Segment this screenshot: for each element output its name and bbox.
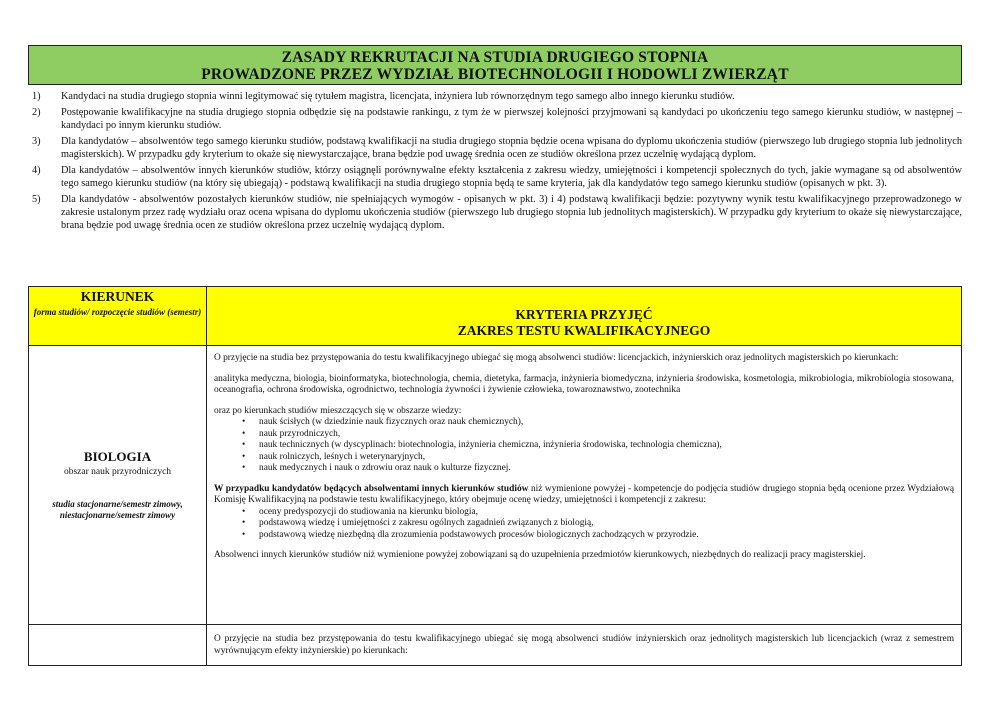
list-item: • podstawową wiedzę niezbędną dla zrozumienia podstawowych procesów biologicznych zachodzących w przyrodzie. <box>259 530 954 542</box>
criteria-paragraph: Absolwenci innych kierunków studiów niż wymienione powyżej zobowiązani są do uzupełnienia przedmiotów kierunkowych, niezbędnych do realizacji pracy magisterskiej. <box>214 550 866 560</box>
list-item: • nauk rolniczych, leśnych i weterynaryjnych, <box>259 452 954 464</box>
intro-item <box>28 164 962 190</box>
header-left-cell <box>29 287 206 318</box>
intro-item-number: 3) <box>32 136 41 147</box>
criteria-table <box>28 286 962 666</box>
list-item: • podstawową wiedzę i umiejętności z zakresu ogólnych zagadnień związanych z biologią, <box>259 518 954 530</box>
intro-list <box>28 90 962 235</box>
document-title-line1: ZASADY REKRUTACJI NA STUDIA DRUGIEGO STOPNIA <box>281 49 709 66</box>
study-mode: studia stacjonarne/semestr zimowy, niestacjonarne/semestr zimowy <box>52 499 183 520</box>
row-biologia-criteria <box>214 353 954 571</box>
intro-item-text: Kandydaci na studia drugiego stopnia winni legitymować się tytułem magistra, licencjata, inżyniera lub równorzędnym tego samego albo innego kierunku studiów. <box>61 91 735 102</box>
intro-item-number: 4) <box>32 165 41 176</box>
row-next-criteria <box>214 634 954 657</box>
intro-item <box>28 135 962 161</box>
intro-item <box>28 106 962 132</box>
criteria-paragraph: O przyjęcie na studia bez przystępowania do testu kwalifikacyjnego ubiegać się mogą absolwenci studiów: licencjackich, inżynierskich oraz jednolitych magisterskich po kierunkach: <box>214 353 899 363</box>
criteria-paragraph: oraz po kierunkach studiów mieszczących się w obszarze wiedzy: <box>214 405 462 416</box>
field-area: obszar nauk przyrodniczych <box>63 467 172 477</box>
intro-item <box>28 193 962 232</box>
document-title-line2: PROWADZONE PRZEZ WYDZIAŁ BIOTECHNOLOGII I HODOWLI ZWIERZĄT <box>201 66 789 83</box>
test-scope-list <box>214 507 954 542</box>
knowledge-area-list <box>214 417 954 475</box>
header-kierunek-subtitle: forma studiów/ rozpoczęcie studiów (semestr) <box>33 307 202 317</box>
field-name: BIOLOGIA <box>83 449 152 464</box>
list-item: • oceny predyspozycji do studiowania na kierunku biologia, <box>259 507 954 519</box>
criteria-fields-list: analityka medyczna, biologia, bioinformatyka, biotechnologia, chemia, dietetyka, farmacja, inżynieria biomedyczna, inżynieria środowiska, kosmetologia, mikrobiologia, mikrobiologia stosowana, oceanografia, ochrona środowiska, ogrodnictwo, technologia żywności i żywienie człowieka, towaroznawstwo, zootechnika <box>214 373 954 395</box>
header-right-cell <box>207 307 961 339</box>
intro-item-text: Dla kandydatów – absolwentów tego samego kierunku studiów, podstawą kwalifikacji na studia drugiego stopnia będzie ocena wpisana do dyplomu ukończenia studiów (pierwszego lub drugiego stopnia lub jednolitych magisterskich). W przypadku gdy kryterium to okaże się niewystarczające, brana będzie pod uwagę średnia ocen ze studiów określona przez uczelnię wydającą dyplom. <box>61 136 962 160</box>
criteria-paragraph: O przyjęcie na studia bez przystępowania do testu kwalifikacyjnego ubiegać się mogą absolwenci studiów inżynierskich oraz jednolitych magisterskich lub licencjackich (wraz z semestrem wyrównującym efekty inżynierskie) po kierunkach: <box>214 634 954 656</box>
table-header <box>29 287 961 346</box>
header-test-scope: ZAKRES TESTU KWALIFIKACYJNEGO <box>457 323 711 338</box>
row-divider <box>29 624 961 625</box>
intro-item-number: 5) <box>32 194 41 205</box>
header-criteria: KRYTERIA PRZYJĘĆ <box>515 307 653 322</box>
list-item: • nauk technicznych (w dyscyplinach: biotechnologia, inżynieria chemiczna, inżynieria środowiska, technologia chemiczna), <box>259 440 954 452</box>
document-title-box <box>28 45 962 85</box>
list-item: • nauk przyrodniczych, <box>259 429 954 441</box>
header-kierunek: KIERUNEK <box>80 289 155 304</box>
column-divider <box>206 287 207 666</box>
intro-item-number: 1) <box>32 91 41 102</box>
intro-item-text: Dla kandydatów - absolwentów pozostałych kierunków studiów, nie spełniających wymogów - opisanych w pkt. 3) i 4) podstawą kwalifikacji będzie: pozytywny wynik testu kwalifikacyjnego przeprowadzonego w zakresie ustalonym przez radę wydziału oraz ocena wpisana do dyplomu ukończenia studiów (pierwszego lub drugiego stopnia lub jednolitych magisterskich). W przypadku gdy kryterium to okaże się niewystarczające, brana będzie pod uwagę średnia ocen ze studiów określona przez uczelnię wydającą dyplom. <box>61 194 962 231</box>
criteria-paragraph <box>214 484 954 507</box>
intro-item-text: Dla kandydatów – absolwentów innych kierunków studiów, którzy osiągnęli porównywalne efekty kształcenia z zakresu wiedzy, umiejętności i kompetencji społecznych do tych, jakie wymagane są od absolwentów tego samego kierunku studiów (na który się ubiegają) - podstawą kwalifikacji na studia drugiego stopnia będą te same kryteria, jak dla kandydatów tego samego kierunku studiów (opisanych w pkt. 3). <box>61 165 962 189</box>
row-biologia-left <box>29 449 206 521</box>
list-item: • nauk ścisłych (w dziedzinie nauk fizycznych oraz nauk chemicznych), <box>259 417 954 429</box>
criteria-text: niż wymienione powyżej - kompetencje do podjęcia studiów drugiego stopnia będą ocenione przez Wydziałową Komisję Kwalifikacyjną na podstawie testu kwalifikacyjnego, który obejmuje ocenę wiedzy, umiejętności i kompetencji z zakresu: <box>214 483 954 505</box>
criteria-emphasis: W przypadku kandydatów będących absolwentami innych kierunków studiów <box>214 483 529 494</box>
intro-item-number: 2) <box>32 107 41 118</box>
intro-item <box>28 90 962 103</box>
list-item: • nauk medycznych i nauk o zdrowiu oraz nauk o kulturze fizycznej. <box>259 463 954 475</box>
intro-item-text: Postępowanie kwalifikacyjne na studia drugiego stopnia odbędzie się na podstawie rankingu, z tym że w pierwszej kolejności przyjmowani są kandydaci po ukończeniu tego samego kierunku studiów, w następnej – kandydaci po innym kierunku studiów. <box>61 107 962 131</box>
